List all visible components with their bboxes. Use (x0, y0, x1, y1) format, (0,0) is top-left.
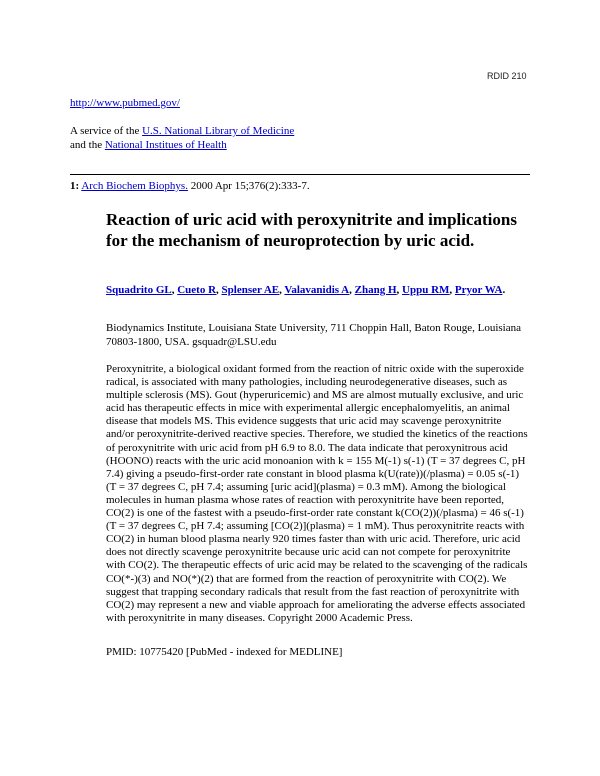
author-link[interactable]: Zhang H (354, 284, 397, 296)
pubmed-url-row (70, 97, 180, 109)
pubmed-link[interactable]: http://www.pubmed.gov/ (70, 97, 180, 109)
nlm-link[interactable]: U.S. National Library of Medicine (142, 125, 295, 137)
citation (70, 180, 310, 192)
pmid-line: PMID: 10775420 [PubMed - indexed for MEDLINE] (106, 646, 343, 658)
article-title: Reaction of uric acid with peroxynitrite and implications for the mechanism of neuroprotection by uric acid. (106, 210, 517, 250)
author-link[interactable]: Uppu RM (402, 284, 450, 296)
author-link[interactable]: Cueto R (177, 284, 217, 296)
journal-link[interactable]: Arch Biochem Biophys. (81, 180, 188, 192)
divider (70, 174, 530, 175)
document-id: RDID 210 (487, 71, 527, 81)
citation-number: 1: (70, 180, 80, 192)
citation-details: 2000 Apr 15;376(2):333-7. (187, 180, 310, 192)
author-list: Squadrito GL, Cueto R, Splenser AE, Valavanidis A, Zhang H, Uppu RM, Pryor WA. (106, 284, 506, 296)
abstract: Peroxynitrite, a biological oxidant formed from the reaction of nitric oxide with the superoxide radical, is associated with many pathologies, including neurodegenerative diseases, such as multiple sclerosis (MS). Gout (hyperuricemic) and MS are almost mutually exclusive, and uric acid has therapeutic effects in mice with experimental allergic encephalomyelitis, an animal disease that models MS. This evidence suggests that uric acid may scavenge peroxynitrite and/or peroxynitrite-derived reactive species. Therefore, we studied the kinetics of the reactions of peroxynitrite with uric acid from pH 6.9 to 8.0. The data indicate that peroxynitrous acid (HOONO) reacts with the uric acid monoanion with k = 155 M(-1) s(-1) (T = 37 degrees C, pH 7.4) giving a pseudo-first-order rate constant in blood plasma k(U(rate))(/plasma) = 0.05 s(-1) (T = 37 degrees C, pH 7.4; assuming [uric acid](plasma) = 0.3 mM). Among the biological molecules in human plasma whose rates of reaction with peroxynitrite have been reported, CO(2) is one of the fastest with a pseudo-first-order rate constant k(CO(2))(/plasma) = 46 s(-1) (T = 37 degrees C, pH 7.4; assuming [CO(2)](plasma) = 1 mM). Thus peroxynitrite reacts with CO(2) in human blood plasma nearly 920 times faster than with uric acid. Therefore, uric acid does not directly scavenge peroxynitrite because uric acid can not compete for peroxynitrite with CO(2). The therapeutic effects of uric acid may be related to the scavenging of the radicals CO(*-)(3) and NO(*)(2) that are formed from the reaction of peroxynitrite with CO(2). We suggest that trapping secondary radicals that result from the fast reaction of peroxynitrite with CO(2) may represent a new and viable approach for ameliorating the adverse effects associated with peroxynitrite in many diseases. Copyright 2000 Academic Press. (106, 363, 528, 624)
author-link[interactable]: Pryor WA (454, 284, 503, 296)
service-statement (70, 124, 294, 152)
and-the-text: and the (70, 139, 105, 151)
service-prefix: A service of the (70, 125, 143, 137)
author-link[interactable]: Valavanidis A (284, 284, 350, 296)
author-link[interactable]: Squadrito GL (106, 284, 172, 296)
nih-link[interactable]: National Institues of Health (104, 139, 227, 151)
author-link[interactable]: Splenser AE (221, 284, 280, 296)
affiliation: Biodynamics Institute, Louisiana State University, 711 Choppin Hall, Baton Rouge, Louisiana 70803-1800, USA. gsquadr@LSU.edu (106, 322, 521, 348)
